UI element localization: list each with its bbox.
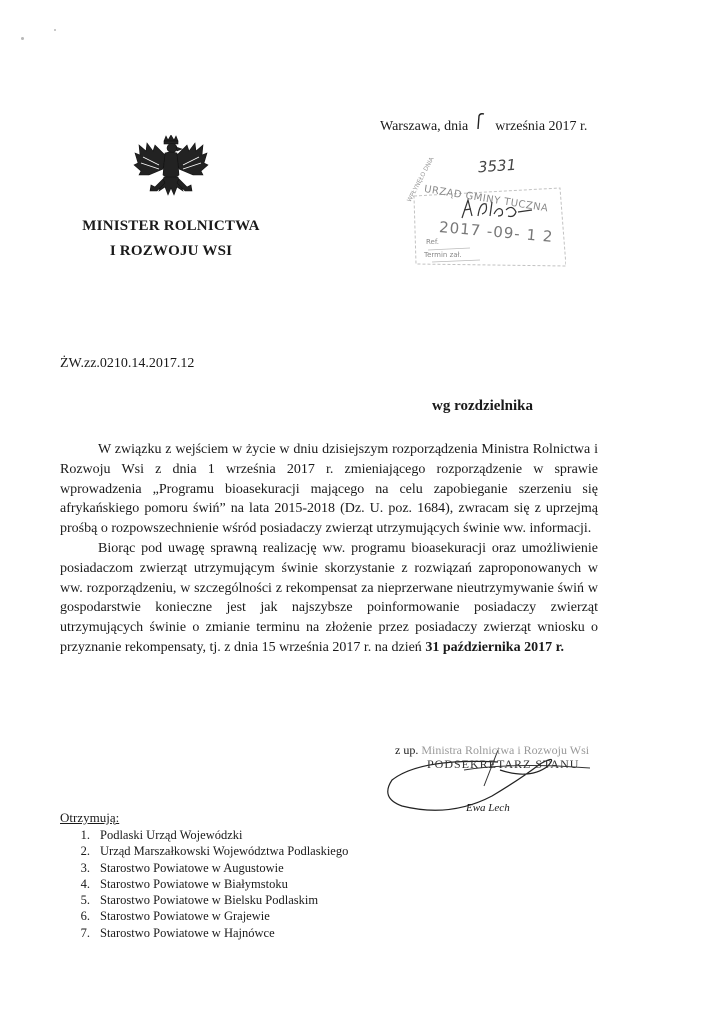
- recipient-item: [70, 860, 348, 876]
- recipient-item: [70, 892, 348, 908]
- recipient-number: 7.: [80, 925, 90, 940]
- signature-minister-line: Ministra Rolnictwa i Rozwoju Wsi: [421, 743, 590, 757]
- addressee: wg rozdzielnika: [432, 398, 533, 414]
- stamp-registry-number: 3531: [477, 155, 517, 177]
- sender-line-1: MINISTER ROLNICTWA: [82, 218, 260, 234]
- recipient-name: Starostwo Powiatowe w Hajnówce: [100, 925, 275, 940]
- scan-speck: [21, 37, 24, 40]
- recipient-item: [70, 843, 348, 859]
- letter-body: [60, 440, 598, 658]
- recipient-item: [70, 876, 348, 892]
- recipient-item: [70, 925, 348, 941]
- recipients-list: [70, 827, 348, 941]
- recipient-number: 1.: [80, 828, 90, 842]
- polish-eagle-emblem-icon: [133, 135, 209, 213]
- recipient-name: Starostwo Powiatowe w Białymstoku: [100, 876, 288, 891]
- stamp-field-ref: Ref.: [426, 238, 440, 246]
- recipient-item: [70, 827, 348, 843]
- recipient-number: 6.: [80, 909, 90, 924]
- body-paragraph-2: [60, 539, 598, 658]
- stamp-handwritten-initials: [458, 196, 538, 222]
- place-date-suffix: września 2017 r.: [495, 119, 588, 134]
- place-date: [380, 112, 587, 135]
- recipient-number: 2.: [80, 844, 90, 859]
- sender-ministry: [60, 214, 282, 264]
- recipient-item: [70, 908, 348, 924]
- recipient-name: Podlaski Urząd Wojewódzki: [100, 828, 243, 842]
- recipient-number: 5.: [80, 893, 90, 908]
- body-paragraph-2-text: Biorąc pod uwagę sprawną realizację ww. programu bioasekuracji oraz umożliwienie posiadaczom zwierząt utrzymującym świnie skorzystanie z rozwiązań zaproponowanych w ww. rozporządzeniu, w szczególności z rekompensat za nieprzerwane nieutrzymywanie świń w gospodarstwie konieczne jest jak najszybsze poinformowanie posiadaczy zwierząt utrzymujących świnie o zmianie terminu na złożenie przez posiadaczy zwierząt wniosku o przyznanie rekompensaty, tj. z dnia 15 września 2017 r. na dzień: [60, 540, 598, 655]
- body-paragraph-1: W związku z wejściem w życie w dniu dzisiejszym rozporządzenia Ministra Rolnictwa i Rozwoju Wsi z dnia 1 września 2017 r. zmieniającego rozporządzenie w sprawie wprowadzenia „Programu bioasekuracji mającego na celu zapobieganie szerzeniu się afrykańskiego pomoru świń” na lata 2015-2018 (Dz. U. poz. 1684), zwracam się z uprzejmą prośbą o rozpowszechnienie wśród posiadaczy zwierząt utrzymujących świnie ww. informacji.: [60, 442, 598, 537]
- stamp-field-deadline: Termin zał.: [424, 251, 462, 259]
- signature-zup-label: z up.: [395, 743, 419, 757]
- reference-number: ŻW.zz.0210.14.2017.12: [60, 356, 195, 371]
- recipient-number: 3.: [80, 860, 90, 875]
- recipient-name: Urząd Marszałkowski Województwa Podlaskiego: [100, 844, 349, 859]
- handwritten-day-mark: [472, 112, 492, 130]
- recipient-name: Starostwo Powiatowe w Augustowie: [100, 860, 284, 875]
- recipients-label: Otrzymują:: [60, 810, 120, 825]
- signature-zup: [395, 743, 589, 758]
- stamp-office-name: URZĄD GMINY TUCZNA: [423, 184, 549, 215]
- sender-line-2: I ROZWOJU WSI: [109, 243, 233, 259]
- stamp-side-label: WPŁYNĘŁO DNIA: [406, 155, 436, 204]
- stamp-received-date: 2017 -09- 1 2: [438, 218, 555, 246]
- place-date-prefix: Warszawa, dnia: [380, 119, 469, 134]
- recipient-name: Starostwo Powiatowe w Grajewie: [100, 909, 270, 924]
- body-paragraph-2-deadline: 31 października 2017 r.: [425, 639, 565, 655]
- signature-title: PODSEKRETARZ STANU: [427, 757, 580, 771]
- signature-name: Ewa Lech: [466, 802, 510, 814]
- scan-speck: [54, 29, 56, 31]
- recipient-name: Starostwo Powiatowe w Bielsku Podlaskim: [100, 893, 319, 908]
- recipient-number: 4.: [80, 876, 90, 891]
